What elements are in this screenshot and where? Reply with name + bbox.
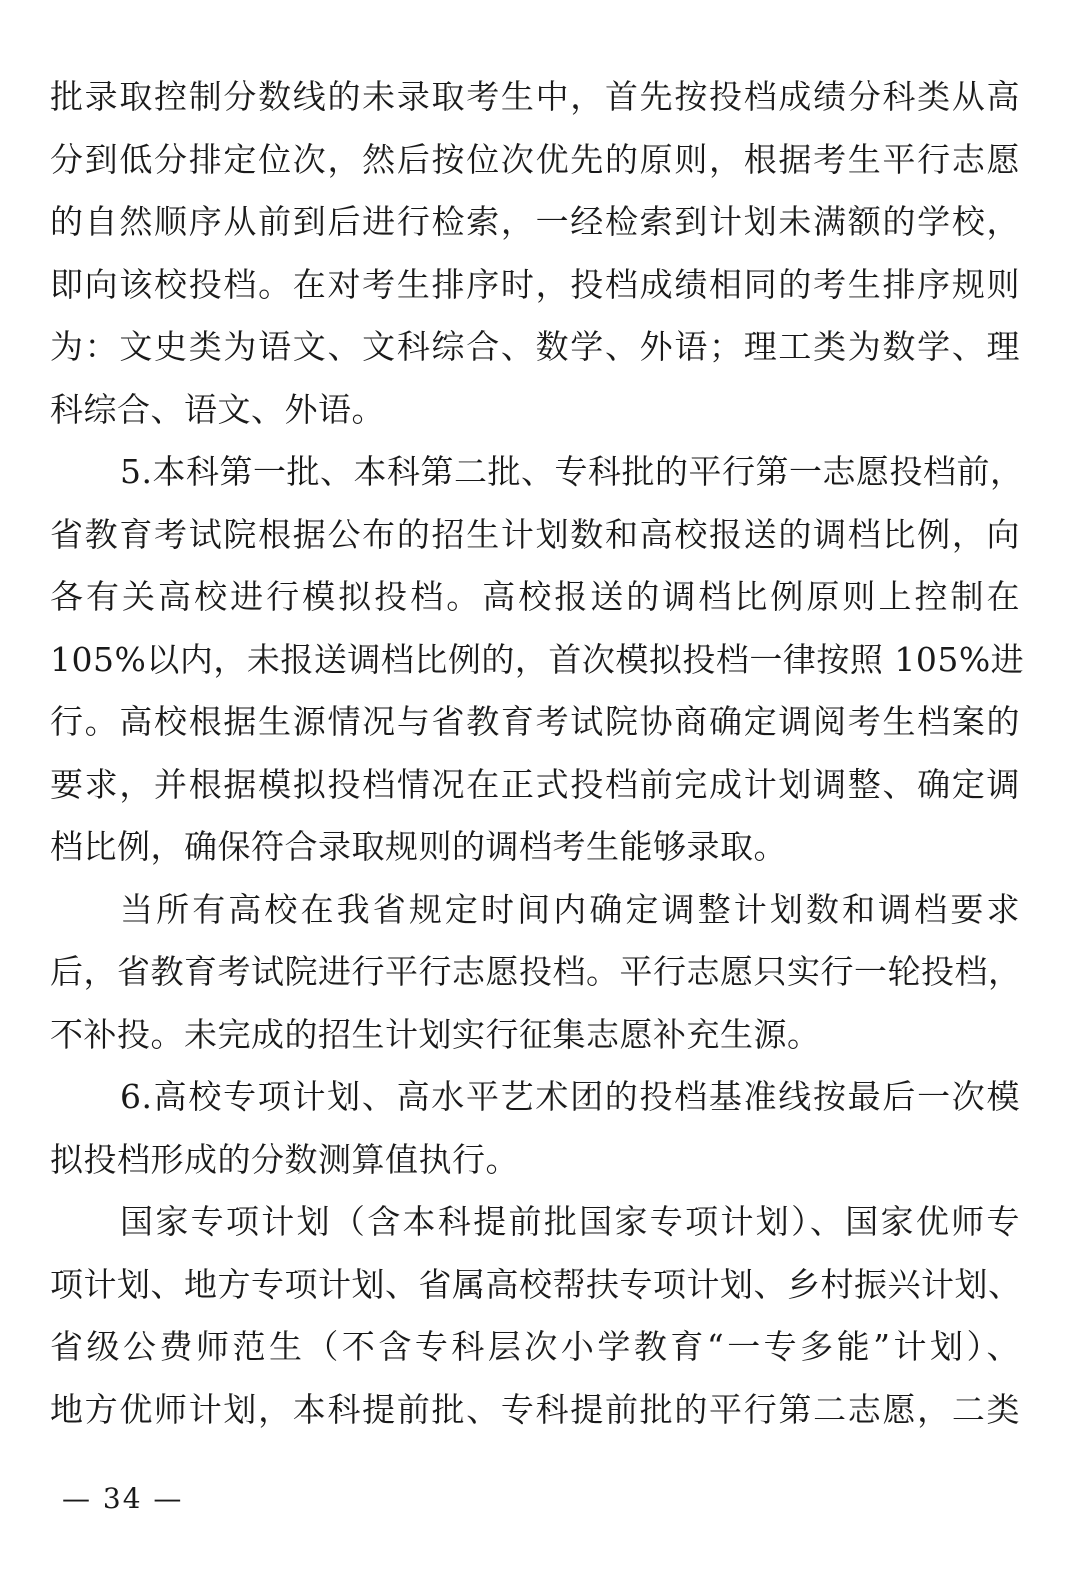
text-line: 省级公费师范生（不含专科层次小学教育“一专多能”计划）、 <box>50 1327 1020 1366</box>
page-number: — 34 — <box>62 1482 184 1515</box>
paragraph-item-6 <box>50 1066 1020 1191</box>
text-line: 当所有高校在我省规定时间内确定调整计划数和调档要求 <box>120 889 1020 929</box>
text-line: 后，省教育考试院进行平行志愿投档。平行志愿只实行一轮投档， <box>50 952 1022 991</box>
text-line: 省教育考试院根据公布的招生计划数和高校报送的调档比例，向 <box>50 514 1020 554</box>
text-line: 105%以内，未报送调档比例的，首次模拟投档一律按照 105%进 <box>50 639 1025 679</box>
paragraph-special-plans <box>50 1191 1020 1441</box>
text-line: 不补投。未完成的招生计划实行征集志愿补充生源。 <box>50 1014 821 1054</box>
text-line: 6.高校专项计划、高水平艺术团的投档基准线按最后一次模 <box>120 1077 1020 1116</box>
paragraph-continuation <box>50 66 1020 441</box>
text-line: 即向该校投档。在对考生排序时，投档成绩相同的考生排序规则 <box>50 264 1020 304</box>
text-line: 科综合、语文、外语。 <box>50 389 385 429</box>
paragraph-investment-round <box>50 879 1020 1067</box>
text-line: 行。高校根据生源情况与省教育考试院协商确定调阅考生档案的 <box>50 702 1020 741</box>
text-line: 5.本科第一批、本科第二批、专科批的平行第一志愿投档前， <box>120 452 1024 491</box>
text-line: 拟投档形成的分数测算值执行。 <box>50 1139 519 1179</box>
text-line: 档比例，确保符合录取规则的调档考生能够录取。 <box>50 827 787 866</box>
text-line: 分到低分排定位次，然后按位次优先的原则，根据考生平行志愿 <box>50 139 1020 179</box>
document-body <box>50 66 1025 1441</box>
text-line: 要求，并根据模拟投档情况在正式投档前完成计划调整、确定调 <box>50 764 1020 804</box>
text-line: 地方优师计划，本科提前批、专科提前批的平行第二志愿，二类 <box>50 1389 1020 1429</box>
text-line: 项计划、地方专项计划、省属高校帮扶专项计划、乡村振兴计划、 <box>50 1264 1022 1304</box>
text-line: 为：文史类为语文、文科综合、数学、外语；理工类为数学、理 <box>50 327 1020 366</box>
text-line: 的自然顺序从前到后进行检索，一经检索到计划未满额的学校， <box>50 202 1020 241</box>
paragraph-item-5 <box>50 441 1025 879</box>
text-line: 各有关高校进行模拟投档。高校报送的调档比例原则上控制在 <box>50 577 1020 616</box>
text-line: 批录取控制分数线的未录取考生中，首先按投档成绩分科类从高 <box>50 77 1020 116</box>
text-line: 国家专项计划（含本科提前批国家专项计划）、国家优师专 <box>120 1202 1020 1241</box>
